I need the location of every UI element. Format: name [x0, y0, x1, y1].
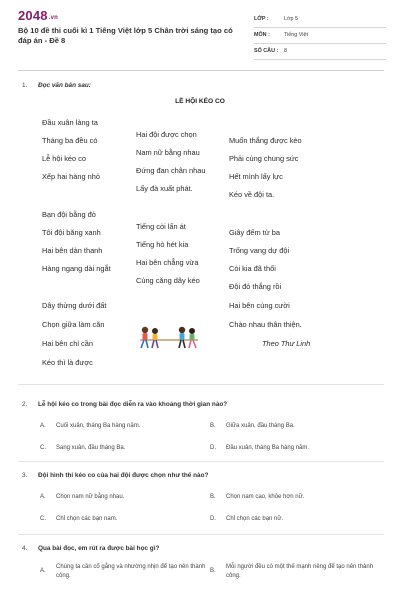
answer-option[interactable]: A. Chúng ta cần cố gắng và nhường nhịn để tạo nên thành công. — [40, 564, 206, 579]
question-divider — [18, 384, 384, 385]
meta-value: Tiếng Việt — [284, 32, 308, 38]
verse-line: Hai bên chẳng vừa — [136, 258, 199, 267]
page-header — [0, 0, 400, 70]
document-title: Bộ 10 đề thi cuối kì 1 Tiếng Việt lớp 5 Chân trời sáng tạo có đáp án - Đề 8 — [18, 26, 233, 45]
poem-author: Theo Thư Linh — [262, 339, 311, 348]
verse-line: Nam nữ bằng nhau — [136, 148, 200, 157]
meta-key: MÔN : — [254, 32, 270, 38]
answer-option[interactable]: D. Chỉ chọn các bạn nữ. — [210, 516, 284, 522]
verse-line: Lễ hội kéo co — [42, 154, 86, 163]
question-prompt: Đọc văn bản sau: — [38, 82, 91, 89]
verse-line: Bạn đội bằng đỏ — [42, 210, 96, 219]
verse-line: Tiếng còi lấn át — [136, 222, 186, 231]
answer-option[interactable]: B. Chọn nam cao, khỏe hơn nữ. — [210, 494, 305, 500]
meta-value: Lớp 5 — [284, 16, 299, 22]
question-prompt: Lễ hội kéo co trong bài đọc diễn ra vào khoảng thời gian nào? — [38, 401, 228, 408]
question-number: 4. — [22, 545, 28, 552]
meta-row-grade — [254, 12, 386, 28]
verse-line: Kéo thì là được — [42, 358, 93, 367]
question-number: 2. — [22, 401, 28, 408]
verse-line: Đầu xuân làng ta — [42, 118, 98, 127]
verse-line: Hai bên chỉ cần — [42, 339, 93, 348]
question-number: 3. — [22, 472, 28, 479]
meta-row-question-count — [254, 44, 386, 60]
verse-line: Lấy đà xuất phát. — [136, 184, 193, 193]
verse-line: Tôi đội băng xanh — [42, 228, 101, 237]
answer-option[interactable]: A. Chọn nam nữ bằng nhau. — [40, 494, 125, 500]
answer-option[interactable]: C. Sang xuân, đầu tháng Ba. — [40, 445, 126, 451]
exam-meta — [254, 12, 386, 60]
verse-line: Kéo về đội ta. — [229, 190, 275, 199]
verse-line: Hết mình lấy lực — [229, 172, 283, 181]
verse-line: Cùng căng dây kéo — [136, 276, 200, 285]
header-divider — [18, 70, 384, 71]
verse-line: Tháng ba đều có — [42, 136, 98, 145]
verse-line: Hàng ngang dài ngắt — [42, 264, 111, 273]
meta-key: LỚP : — [254, 16, 269, 22]
verse-line: Đứng đan chân nhau — [136, 166, 206, 175]
verse-line: Hai bên cùng cười — [229, 301, 290, 310]
answer-option[interactable]: A. Cuối xuân, tháng Ba hàng năm. — [40, 423, 141, 429]
question-number: 1. — [22, 82, 28, 89]
meta-row-subject — [254, 28, 386, 44]
verse-line: Hai bên dàn thanh — [42, 246, 103, 255]
answer-option[interactable]: D. Đầu xuân, tháng Ba hàng năm. — [210, 445, 310, 451]
verse-line: Xếp hai hàng nhỏ — [42, 172, 100, 181]
answer-option[interactable]: C. Chỉ chọn các bạn nam. — [40, 516, 118, 522]
verse-line: Đội đỏ thắng rồi — [229, 282, 282, 291]
verse-line: Chọn giữa làm căn — [42, 320, 105, 329]
verse-line: Hai đội được chọn — [136, 130, 197, 139]
question-divider — [18, 461, 384, 462]
answer-option[interactable]: B. Mỗi người đều có một thế mạnh riêng để tạo nên thành công. — [210, 564, 374, 579]
question-divider — [18, 534, 384, 535]
verse-line: Trống vang dự đội — [229, 246, 290, 255]
tug-of-war-illustration — [138, 322, 200, 352]
answer-option[interactable]: B. Giữa xuân, đầu tháng Ba. — [210, 423, 295, 429]
verse-line: Còi kia đã thổi — [229, 264, 276, 273]
verse-line: Dây thừng dưới đất — [42, 301, 107, 310]
meta-value: 8 — [284, 48, 287, 54]
meta-key: SỐ CÂU : — [254, 48, 279, 54]
verse-line: Muốn thắng được kèo — [229, 136, 302, 145]
question-prompt: Qua bài đọc, em rút ra được bài học gì? — [38, 545, 160, 552]
verse-line: Giây đếm từ ba — [229, 228, 280, 237]
question-prompt: Đội hình thi kéo co của hai đội được chọn như thế nào? — [38, 472, 209, 479]
site-logo[interactable]: 2048.vn — [18, 8, 59, 23]
poem-title: LỄ HỘI KÉO CO — [175, 98, 225, 105]
verse-line: Phải cùng chung sức — [229, 154, 299, 163]
verse-line: Tiếng hò hét kia — [136, 240, 189, 249]
verse-line: Chào nhau thân thiện. — [229, 320, 302, 329]
